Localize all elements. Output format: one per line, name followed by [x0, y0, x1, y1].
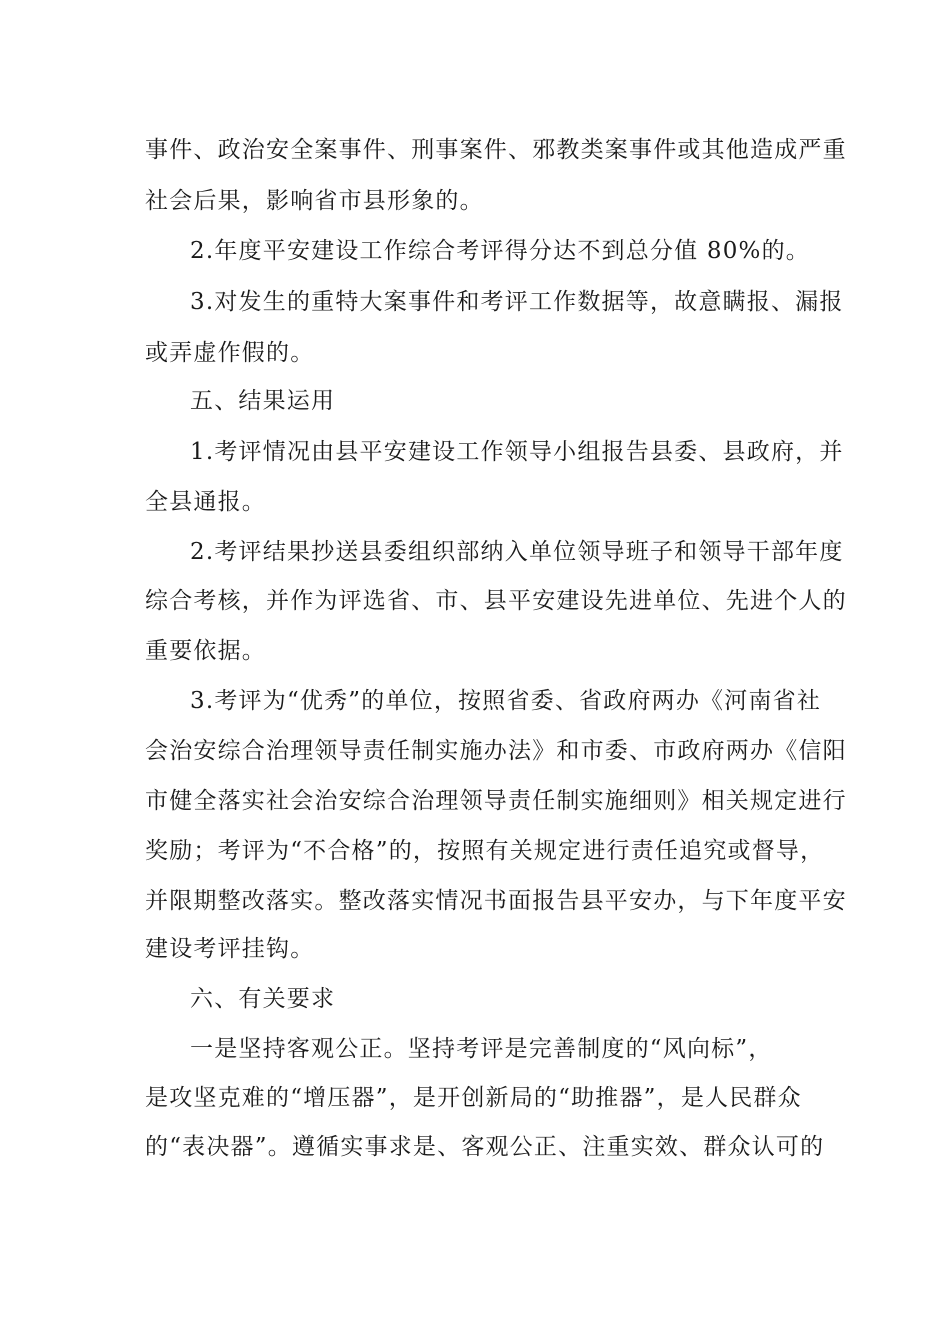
list-item-line: 2.年度平安建设工作综合考评得分达不到总分值 80%的。 [190, 238, 810, 264]
body-text-line: 一是坚持客观公正。坚持考评是完善制度的“风向标”， [190, 1036, 773, 1062]
list-item-line: 3.对发生的重特大案事件和考评工作数据等，故意瞒报、漏报 [190, 289, 844, 315]
body-text-line: 奖励；考评为“不合格”的，按照有关规定进行责任追究或督导， [145, 838, 825, 864]
body-text-line: 事件、政治安全案事件、刑事案件、邪教类案事件或其他造成严重 [145, 137, 847, 163]
section-heading: 六、有关要求 [190, 986, 336, 1012]
body-text-line: 综合考核，并作为评选省、市、县平安建设先进单位、先进个人的 [145, 588, 847, 614]
list-item-line: 3.考评为“优秀”的单位，按照省委、省政府两办《河南省社 [190, 688, 822, 714]
body-text-line: 会治安综合治理领导责任制实施办法》和市委、市政府两办《信阳 [145, 738, 847, 764]
list-item-line: 1.考评情况由县平安建设工作领导小组报告县委、县政府，并 [190, 439, 844, 465]
body-text-line: 市健全落实社会治安综合治理领导责任制实施细则》相关规定进行 [145, 788, 847, 814]
body-text-line: 重要依据。 [145, 638, 266, 664]
list-item-line: 2.考评结果抄送县委组织部纳入单位领导班子和领导干部年度 [190, 539, 844, 565]
body-text-line: 或弄虚作假的。 [145, 340, 315, 366]
body-text-line: 并限期整改落实。整改落实情况书面报告县平安办，与下年度平安 [145, 888, 847, 914]
body-text-line: 全县通报。 [145, 489, 266, 515]
body-text-line: 社会后果，影响省市县形象的。 [145, 188, 484, 214]
body-text-line: 是攻坚克难的“增压器”，是开创新局的“助推器”，是人民群众 [145, 1085, 802, 1111]
body-text-line: 的“表决器”。遵循实事求是、客观公正、注重实效、群众认可的 [145, 1134, 825, 1160]
section-heading: 五、结果运用 [190, 388, 336, 414]
body-text-line: 建设考评挂钩。 [145, 936, 315, 962]
